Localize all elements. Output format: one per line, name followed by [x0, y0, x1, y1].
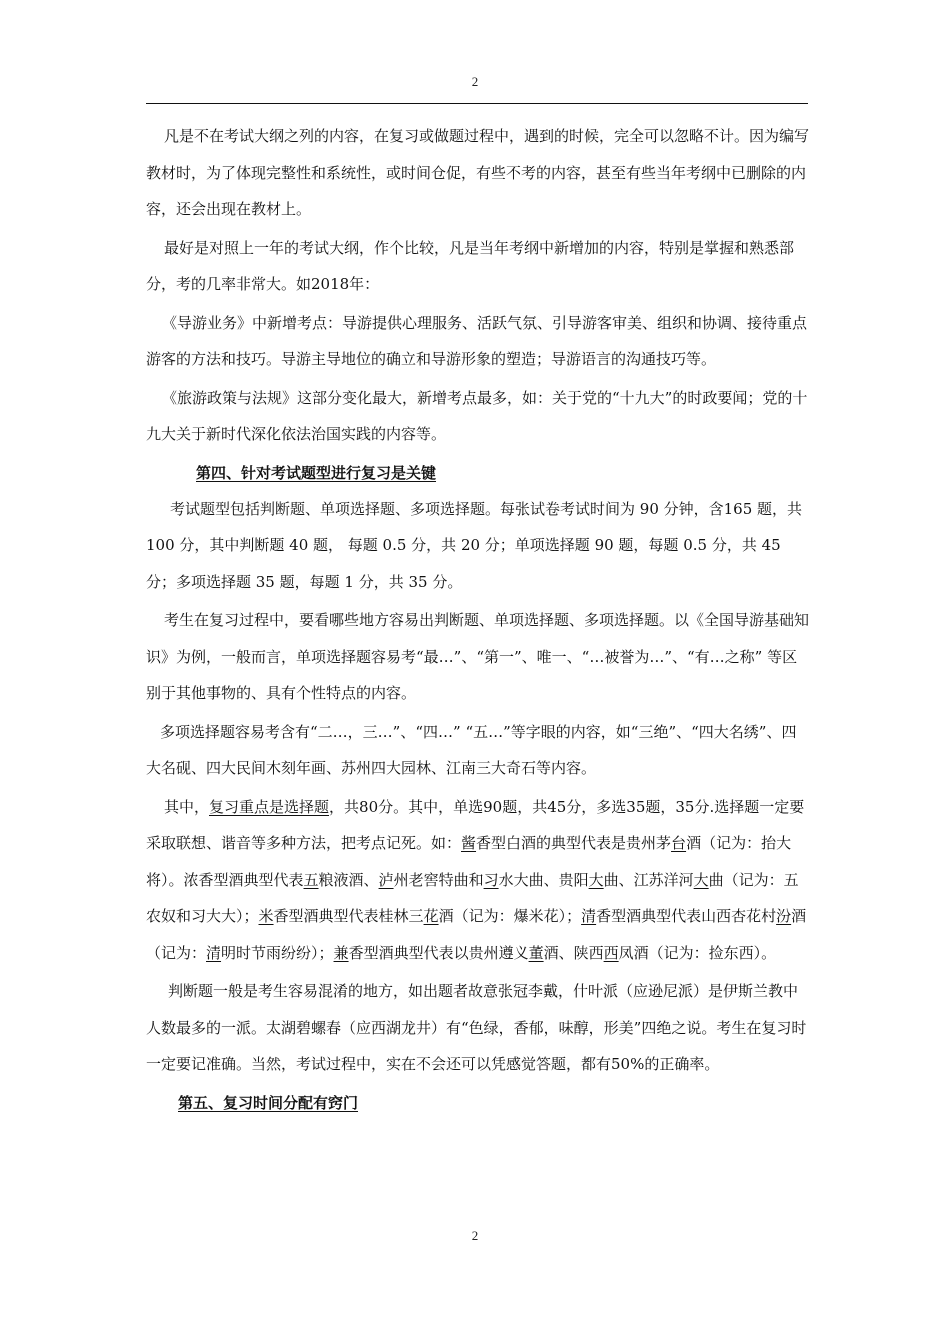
underlined-keyword: 清: [581, 907, 597, 925]
header-rule: [146, 103, 808, 104]
section-heading-5: 第五、复习时间分配有窍门: [178, 1093, 359, 1112]
text-segment: 曲、江苏洋河: [603, 870, 694, 889]
underlined-keyword: 台: [671, 834, 687, 852]
paragraph: 《导游业务》中新增考点：导游提供心理服务、活跃气氛、引导游客审美、组织和协调、接待重点游客的方法和技巧。导游主导地位的确立和导游形象的塑造；导游语言的沟通技巧等。: [146, 313, 808, 368]
paragraph-judge: 判断题一般是考生容易混淆的地方，如出题者故意张冠李戴，什叶派（应逊尼派）是伊斯兰教中人数最多的一派。太湖碧螺春（应西湖龙井）有“色绿，香郁，味醇，形美”四绝之说。考生在复习时一定要记准确。当然，考试过程中，实在不会还可以凭感觉答题，都有50%的正确率。: [146, 982, 807, 1073]
underlined-keyword: 泸: [378, 870, 394, 889]
paragraph: 凡是不在考试大纲之列的内容，在复习或做题过程中，遇到的时候，完全可以忽略不计。因为编写教材时，为了体现完整性和系统性，或时间仓促，有些不考的内容，甚至有些当年考纲中已删除的内容，还会出现在教材上。: [146, 127, 810, 218]
text-segment: 曲（记为：五农奴和习大大）；: [146, 870, 799, 925]
paragraph: 考生在复习过程中，要看哪些地方容易出判断题、单项选择题、多项选择题。以《全国导游基础知识》为例，一般而言，单项选择题容易考“最…”、“第一”、唯一、“…被誉为…”、“有…之称” 等区别于其他事物的、具有个性特点的内容。: [146, 611, 810, 702]
page-number-bottom: 2: [471, 1228, 479, 1243]
text-segment: 凤酒（记为：捡东西）。: [618, 943, 777, 962]
text-segment: 酒、陕西: [543, 943, 604, 962]
text-segment: 香型酒典型代表山西杏花村: [596, 907, 777, 925]
text-segment: 酒（记为：抬大将）。浓香型酒典型代表: [146, 834, 792, 889]
text-segment: 粮液酒、: [318, 870, 379, 889]
paragraph-select-focus: [146, 789, 810, 972]
text-segment: 香型酒典型代表以贵州遵义: [348, 943, 529, 962]
underlined-keyword: 五: [303, 870, 319, 889]
text-segment: 明时节雨纷纷）；: [221, 943, 334, 962]
underlined-keyword: 大: [693, 870, 709, 889]
text-segment: ，共80分。其中，单选90题，共45分，多选35题，35分.选择题一定要采取联想、谐音等多种方法，把考点记死。如：: [146, 797, 805, 852]
paragraph: 最好是对照上一年的考试大纲，作个比较，凡是当年考纲中新增加的内容，特别是掌握和熟悉部分，考的几率非常大。如2018年：: [146, 238, 795, 293]
question-type-paragraphs: [146, 491, 810, 787]
paragraph: 《旅游政策与法规》这部分变化最大，新增考点最多，如：关于党的“十九大”的时政要闻；党的十九大关于新时代深化依法治国实践的内容等。: [146, 388, 808, 443]
page-number-top: 2: [471, 74, 479, 89]
intro-paragraphs: [146, 118, 810, 453]
underlined-keyword: 董: [528, 943, 544, 962]
underlined-keyword: 兼: [333, 943, 349, 962]
underlined-keyword: 习: [483, 870, 499, 889]
underlined-keyword: 复习重点是选择题: [209, 797, 330, 816]
paragraph: 考试题型包括判断题、单项选择题、多项选择题。每张试卷考试时间为 90 分钟，含165 题，共 100 分，其中判断题 40 题， 每题 0.5 分，共 20 分；单项选择题 90 题，每题 0.5 分，共 45 分；多项选择题 35 题，每题 1 分，共 35 分。: [146, 499, 803, 591]
underlined-keyword: 大: [588, 870, 604, 889]
page-content: [146, 118, 810, 1121]
text-segment: 酒（记为：爆米花）；: [438, 907, 582, 925]
paragraph: 多项选择题容易考含有“二…，三…”、“四…” “五…”等字眼的内容，如“三绝”、“四大名绣”、四大名砚、四大民间木刻年画、苏州四大园林、江南三大奇石等内容。: [146, 722, 797, 777]
underlined-keyword: 花: [423, 907, 439, 925]
underlined-keyword: 清: [206, 943, 222, 962]
underlined-keyword: 酱: [461, 834, 477, 852]
text-segment: 酒（记为：: [146, 907, 807, 962]
underlined-keyword: 米: [258, 907, 274, 925]
text-segment: 其中，: [164, 797, 210, 816]
text-segment: 香型白酒的典型代表是贵州茅: [476, 834, 672, 852]
text-segment: 州老窖特曲和: [393, 870, 484, 889]
underlined-keyword: 汾: [776, 907, 792, 925]
underlined-keyword: 西: [603, 943, 619, 962]
text-segment: 水大曲、贵阳: [498, 870, 589, 889]
text-segment: 香型酒典型代表桂林三: [273, 907, 424, 925]
section-heading-4: 第四、针对考试题型进行复习是关键: [196, 463, 437, 482]
